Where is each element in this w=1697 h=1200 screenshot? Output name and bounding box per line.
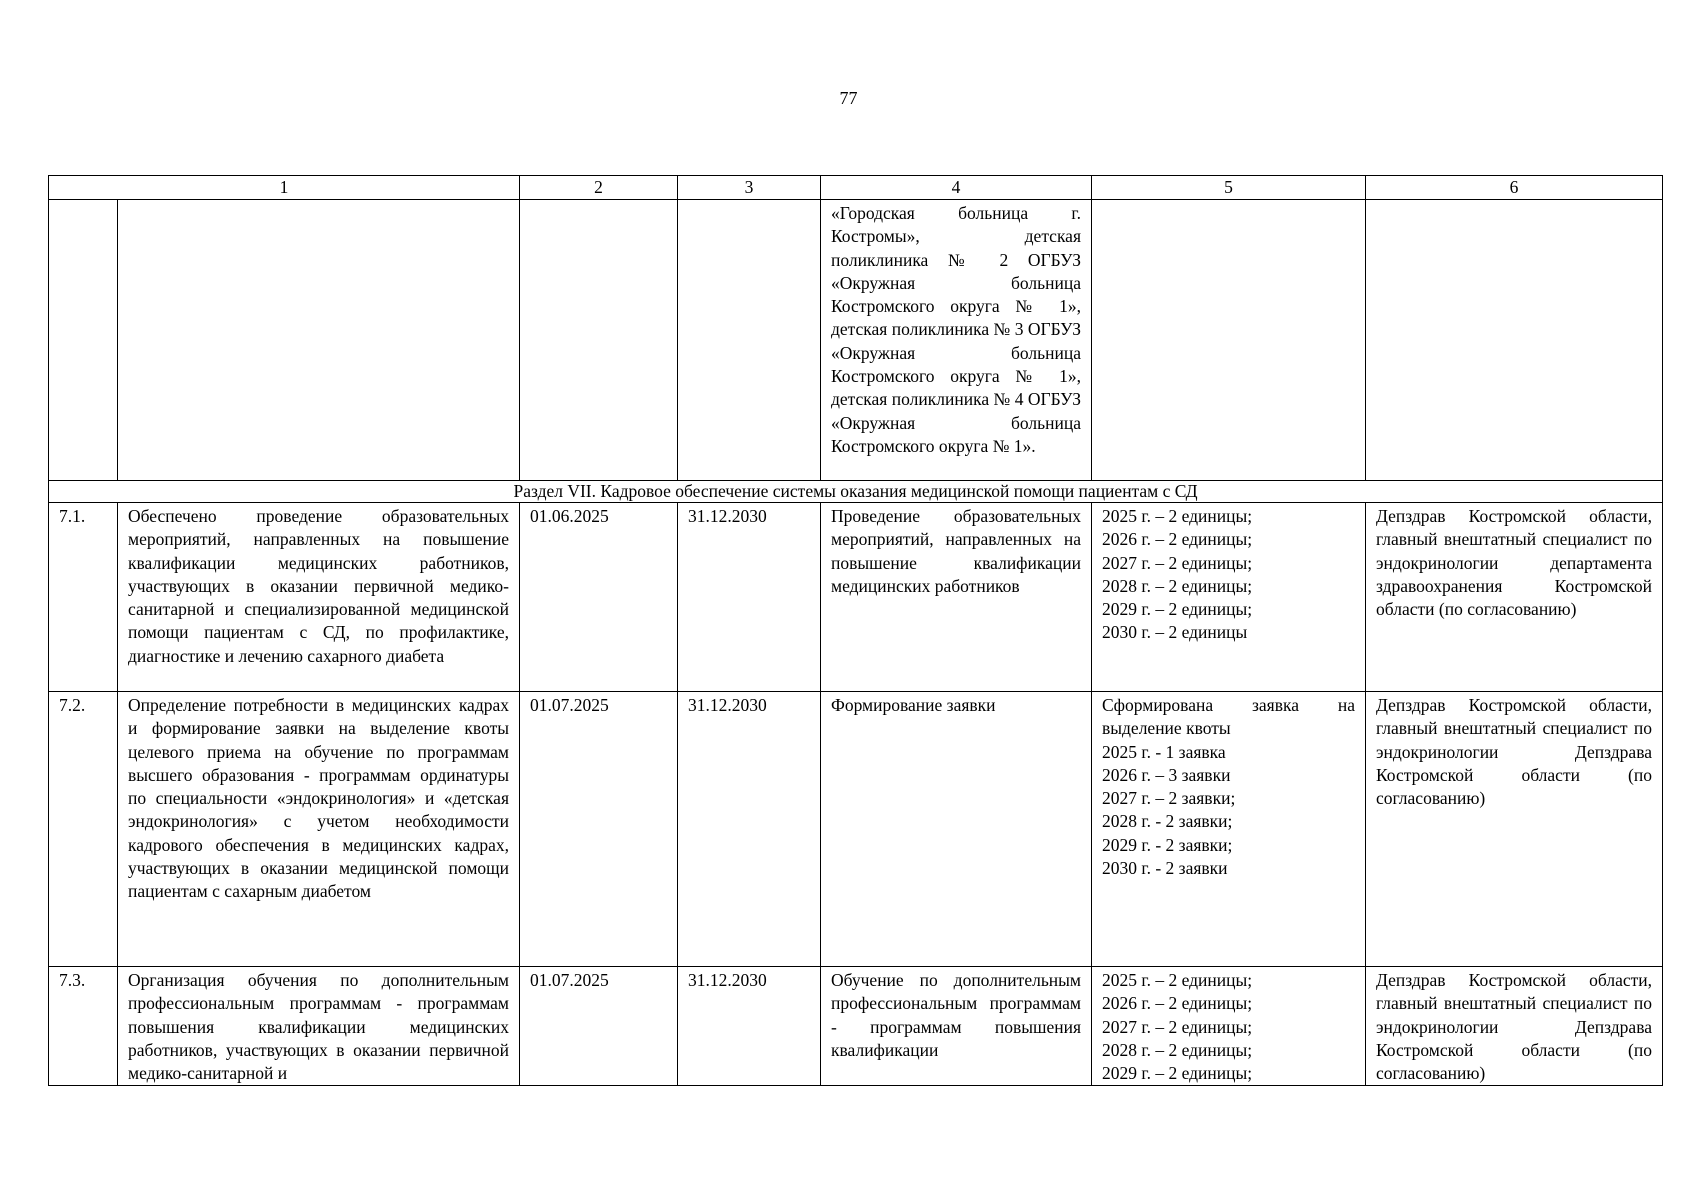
row-task: Определение потребности в медицинских кадрах и формирование заявки на выделение квоты целевого приема на обучение по программам высшего образования - программам ординатуры по специальности «эндокринология» и «детская эндокринология» с учетом необходимости кадрового обеспечения в медицинских кадрах, участвующих в оказании медицинской помощи пациентам с сахарным диабетом [118,692,520,967]
cont-description: «Городская больница г. Костромы», детская поликлиника № 2 ОГБУЗ «Окружная больница Костромского округа № 1», детская поликлиника № 3 ОГБУЗ «Окружная больница Костромского округа № 1», детская поликлиника № 4 ОГБУЗ «Окружная больница Костромского округа № 1». [821,200,1092,481]
cont-start [520,200,678,481]
table-row [49,503,1663,692]
row-end-date: 31.12.2030 [678,503,821,692]
result-line: 2025 г. – 2 единицы; [1102,506,1253,526]
row-description: Обучение по дополнительным профессиональным программам - программам повышения квалификации [821,967,1092,1086]
result-line: 2028 г. – 2 единицы; [1102,1039,1253,1060]
row-number: 7.2. [49,692,118,967]
row-start-date: 01.07.2025 [520,692,678,967]
result-intro: Сформирована заявка на выделение квоты [1102,695,1355,739]
row-responsible: Депздрав Костромской области, главный внештатный специалист по эндокринологии департамента здравоохранения Костромской области (по согласованию) [1366,503,1663,692]
result-line: 2028 г. – 2 единицы; [1102,575,1253,596]
result-line: 2026 г. – 3 заявки [1102,764,1231,785]
row-end-date: 31.12.2030 [678,692,821,967]
cont-end [678,200,821,481]
result-line: 2028 г. - 2 заявки; [1102,811,1233,832]
header-row [49,176,1663,200]
header-col-2: 2 [520,176,678,200]
result-line: 2029 г. - 2 заявки; [1102,834,1233,855]
result-line: 2026 г. – 2 единицы; [1102,993,1253,1014]
section-title: Раздел VII. Кадровое обеспечение системы оказания медицинской помощи пациентам с СД [49,481,1663,503]
continuation-row [49,200,1663,481]
header-col-5: 5 [1092,176,1366,200]
row-result [1092,692,1366,967]
row-number: 7.1. [49,503,118,692]
header-col-3: 3 [678,176,821,200]
row-start-date: 01.07.2025 [520,967,678,1086]
cont-task [118,200,520,481]
row-end-date: 31.12.2030 [678,967,821,1086]
result-line: 2030 г. – 2 единицы [1102,622,1248,643]
page-number: 77 [839,88,858,108]
table-row [49,692,1663,967]
result-line: 2027 г. – 2 единицы; [1102,1016,1253,1037]
cont-responsible [1366,200,1663,481]
result-line: 2025 г. – 2 единицы; [1102,970,1253,990]
section-row [49,481,1663,503]
result-line: 2027 г. – 2 заявки; [1102,788,1236,809]
result-line: 2025 г. - 1 заявка [1102,741,1226,762]
result-line: 2029 г. – 2 единицы; [1102,599,1253,620]
header-col-4: 4 [821,176,1092,200]
row-number: 7.3. [49,967,118,1086]
header-col-6: 6 [1366,176,1663,200]
result-line: 2030 г. - 2 заявки [1102,858,1228,879]
cont-num [49,200,118,481]
row-task: Организация обучения по дополнительным профессиональным программам - программам повышения квалификации медицинских работников, участвующих в оказании первичной медико-санитарной и [118,967,520,1086]
row-responsible: Депздрав Костромской области, главный внештатный специалист по эндокринологии Депздрава Костромской области (по согласованию) [1366,967,1663,1086]
table-row [49,967,1663,1086]
row-responsible: Депздрав Костромской области, главный внештатный специалист по эндокринологии Депздрава Костромской области (по согласованию) [1366,692,1663,967]
header-col-1: 1 [49,176,520,200]
cont-result [1092,200,1366,481]
result-line: 2026 г. – 2 единицы; [1102,529,1253,550]
row-description: Проведение образовательных мероприятий, направленных на повышение квалификации медицинских работников [821,503,1092,692]
row-description: Формирование заявки [821,692,1092,967]
row-start-date: 01.06.2025 [520,503,678,692]
measures-table [48,175,1663,1086]
row-task: Обеспечено проведение образовательных мероприятий, направленных на повышение квалификации медицинских работников, участвующих в оказании первичной медико-санитарной и специализированной медицинской помощи пациентам с СД, по профилактике, диагностике и лечению сахарного диабета [118,503,520,692]
row-result [1092,967,1366,1086]
result-line: 2029 г. – 2 единицы; [1102,1063,1253,1084]
row-result [1092,503,1366,692]
result-line: 2027 г. – 2 единицы; [1102,552,1253,573]
